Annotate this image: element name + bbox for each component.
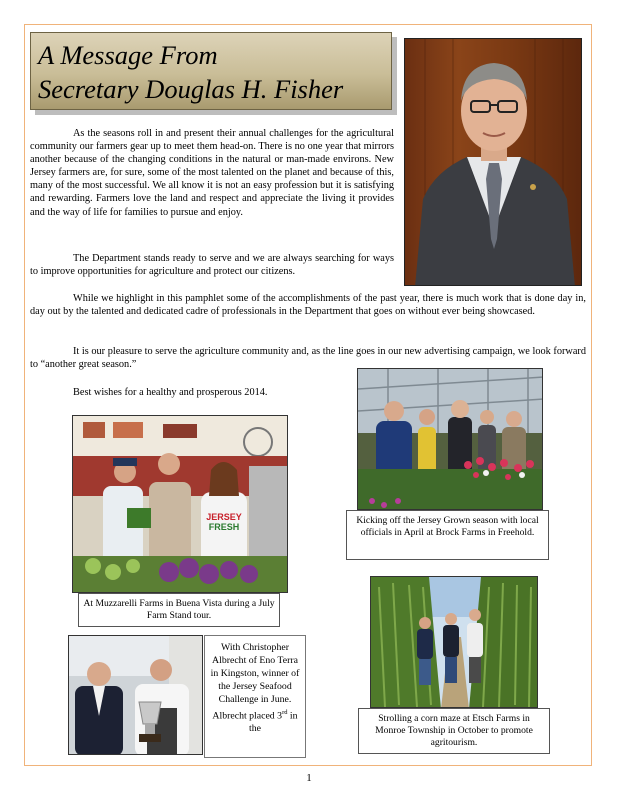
corn-maze-caption-text: Strolling a corn maze at Etsch Farms in Monroe Township in October to promote agritourism. bbox=[375, 713, 533, 749]
seafood-caption-superscript: rd bbox=[282, 709, 288, 716]
muzzarelli-caption-text: At Muzzarelli Farms in Buena Vista during a July Farm Stand tour. bbox=[83, 598, 275, 622]
title-line-1: A Message From bbox=[38, 40, 218, 70]
jersey-grown-caption bbox=[346, 510, 549, 560]
seafood-caption bbox=[204, 635, 306, 758]
paragraph-3: While we highlight in this pamphlet some of the accomplishments of the past year, there is much work that is done day in, day out by the talented and dedicated cadre of professionals in the Department that goes on without ever being showcased. bbox=[30, 293, 586, 318]
page-number: 1 bbox=[306, 772, 312, 784]
paragraph-2: The Department stands ready to serve and we are always searching for ways to improve opportunities for agriculture and protect our citizens. bbox=[30, 253, 394, 278]
paragraph-4: It is our pleasure to serve the agriculture community and, as the line goes in our new advertising campaign, we look forward to “another great season.” bbox=[30, 346, 586, 371]
secretary-portrait bbox=[404, 38, 582, 286]
title-box bbox=[30, 32, 392, 110]
seafood-caption-tail: in the bbox=[249, 710, 298, 735]
corn-maze-photo bbox=[370, 576, 538, 708]
jersey-grown-photo bbox=[357, 368, 543, 510]
corn-maze-caption bbox=[358, 708, 550, 754]
seafood-photo bbox=[68, 635, 203, 755]
shirt-text-jersey: JERSEY bbox=[206, 512, 242, 522]
jersey-grown-caption-text: Kicking off the Jersey Grown season with local officials in April at Brock Farms in Freehold. bbox=[356, 515, 539, 539]
paragraph-5: Best wishes for a healthy and prosperous 2014. bbox=[73, 387, 268, 398]
shirt-text-fresh: FRESH bbox=[208, 522, 240, 532]
muzzarelli-photo bbox=[72, 415, 288, 593]
seafood-caption-text: With Christopher Albrecht of Eno Terra in Kingston, winner of the Jersey Seafood Challenge in June. Albrecht placed 3 bbox=[210, 642, 300, 722]
muzzarelli-caption bbox=[78, 593, 280, 627]
paragraph-1: As the seasons roll in and present their annual challenges for the agricultural community our farmers gear up to meet them head-on. There is no one year that mirrors another because of the changing conditions in the natural or man-made environs. New Jersey farmers are, for sure, some of the most talented on the planet and because of this, many of the most successful. We all know it is not an easy profession but it is satisfying and rewarding. Farmers love the land and respect and appreciate the living it provides and the way of life for families to pursue and enjoy. bbox=[30, 128, 394, 218]
title-line-2: Secretary Douglas H. Fisher bbox=[38, 74, 344, 104]
